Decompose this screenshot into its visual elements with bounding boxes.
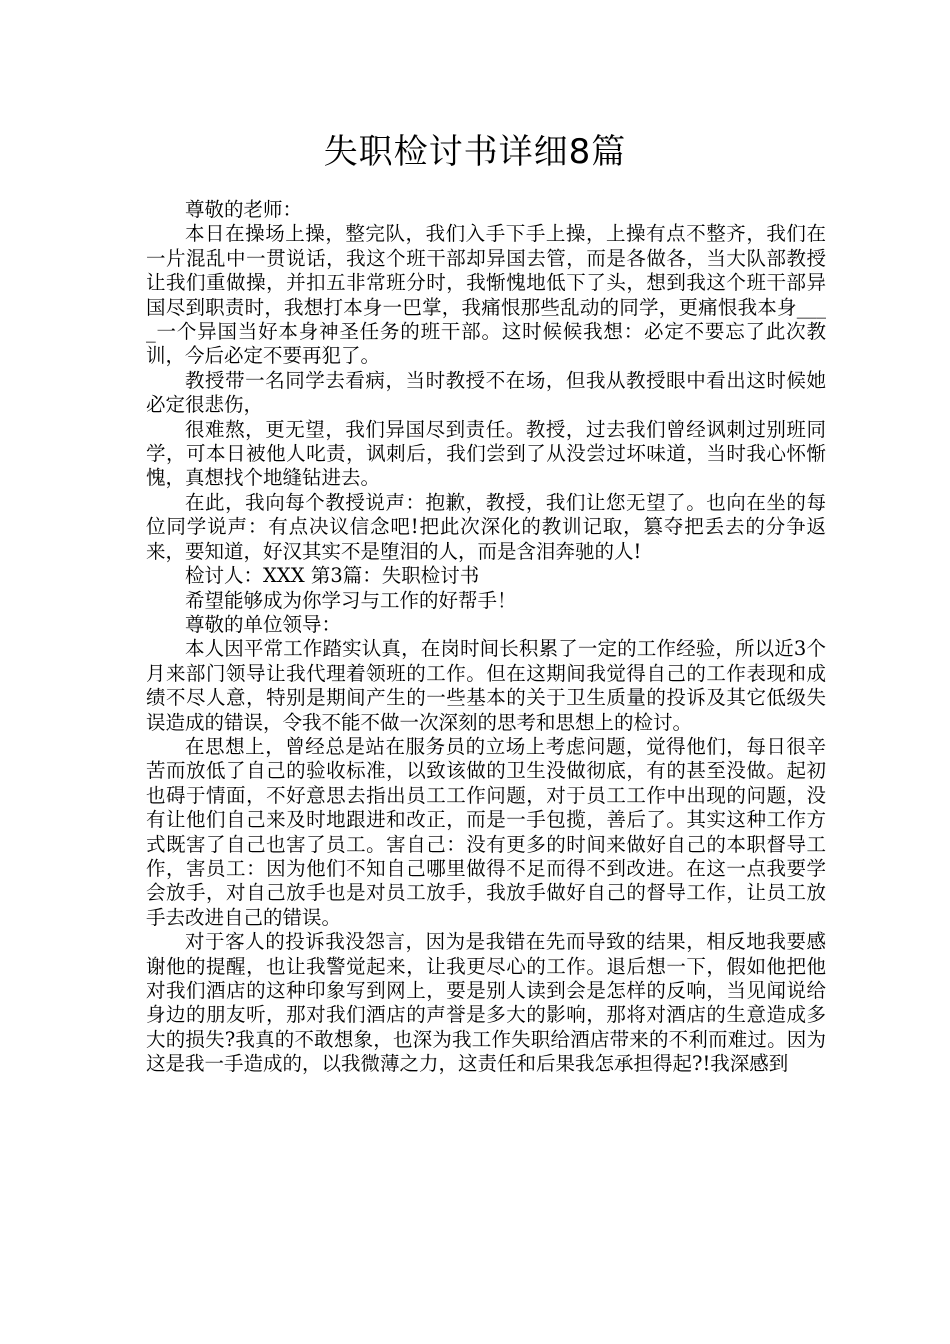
paragraph-salutation: 尊敬的老师：: [185, 198, 303, 221]
paragraph: 很难熬，更无望，我们异国尽到责任。教授，过去我们曾经讽刺过别班同学，可本日被他人叱责，讽刺后，我们尝到了从没尝过坏味道，当时我心怀惭愧，真想找个地缝钻进去。: [146, 417, 826, 490]
paragraph-signature: 检讨人：XXX 第3篇：失职检讨书: [185, 564, 480, 588]
paragraph: 本人因平常工作踏实认真，在岗时间长积累了一定的工作经验，所以近3个月来部门领导让我代理着领班的工作。但在这期间我觉得自己的工作表现和成绩不尽人意，特别是期间产生的一些基本的关于卫生质量的投诉及其它低级失误造成的错误，令我不能不做一次深刻的思考和思想上的检讨。: [146, 637, 826, 734]
paragraph: 希望能够成为你学习与工作的好帮手！: [185, 588, 517, 612]
document-body: [146, 198, 826, 1077]
paragraph-salutation: 尊敬的单位领导：: [185, 612, 342, 636]
paragraph: 教授带一名同学去看病，当时教授不在场，但我从教授眼中看出这时候她必定很悲伤，: [146, 368, 826, 417]
paragraph: 对于客人的投诉我没怨言，因为是我错在先而导致的结果，相反地我要感谢他的提醒，也让我警觉起来，让我更尽心的工作。退后想一下，假如他把他对我们酒店的这种印象写到网上，要是别人读到会是怎样的反响，当见闻说给身边的朋友听，那对我们酒店的声誉是多大的影响，那将对酒店的生意造成多大的损失?我真的不敢想象，也深为我工作失职给酒店带来的不利而难过。因为这是我一手造成的，以我微薄之力，这责任和后果我怎承担得起?!我深感到: [146, 930, 826, 1076]
paragraph: 在此，我向每个教授说声：抱歉，教授，我们让您无望了。也向在坐的每位同学说声：有点决议信念吧!把此次深化的教训记取，篡夺把丢去的分争返来，要知道，好汉其实不是堕泪的人，而是含泪奔驰的人!: [146, 490, 826, 563]
paragraph: 在思想上，曾经总是站在服务员的立场上考虑问题，觉得他们，每日很辛苦而放低了自己的验收标准，以致该做的卫生没做彻底，有的甚至没做。起初也碍于情面，不好意思去指出员工工作问题，对于员工工作中出现的问题，没有让他们自己来及时地跟进和改正，而是一手包揽，善后了。其实这种工作方式既害了自己也害了员工。害自己：没有更多的时间来做好自己的本职督导工作，害员工：因为他们不知自己哪里做得不足而得不到改进。在这一点我要学会放手，对自己放手也是对员工放手，我放手做好自己的督导工作，让员工放手去改进自己的错误。: [146, 734, 826, 929]
paragraph: 本日在操场上操，整完队，我们入手下手上操，上操有点不整齐，我们在一片混乱中一贯说话，我这个班干部却异国去管，而是各做各，当大队部教授让我们重做操，并扣五非常班分时，我惭愧地低下了头，想到我这个班干部异国尽到职责时，我想打本身一巴掌，我痛恨那些乱动的同学，更痛恨我本身____一个异国当好本身神圣任务的班干部。这时候候我想：必定不要忘了此次教训，今后必定不要再犯了。: [146, 222, 826, 368]
document-title: 失职检讨书详细8篇: [323, 132, 627, 172]
